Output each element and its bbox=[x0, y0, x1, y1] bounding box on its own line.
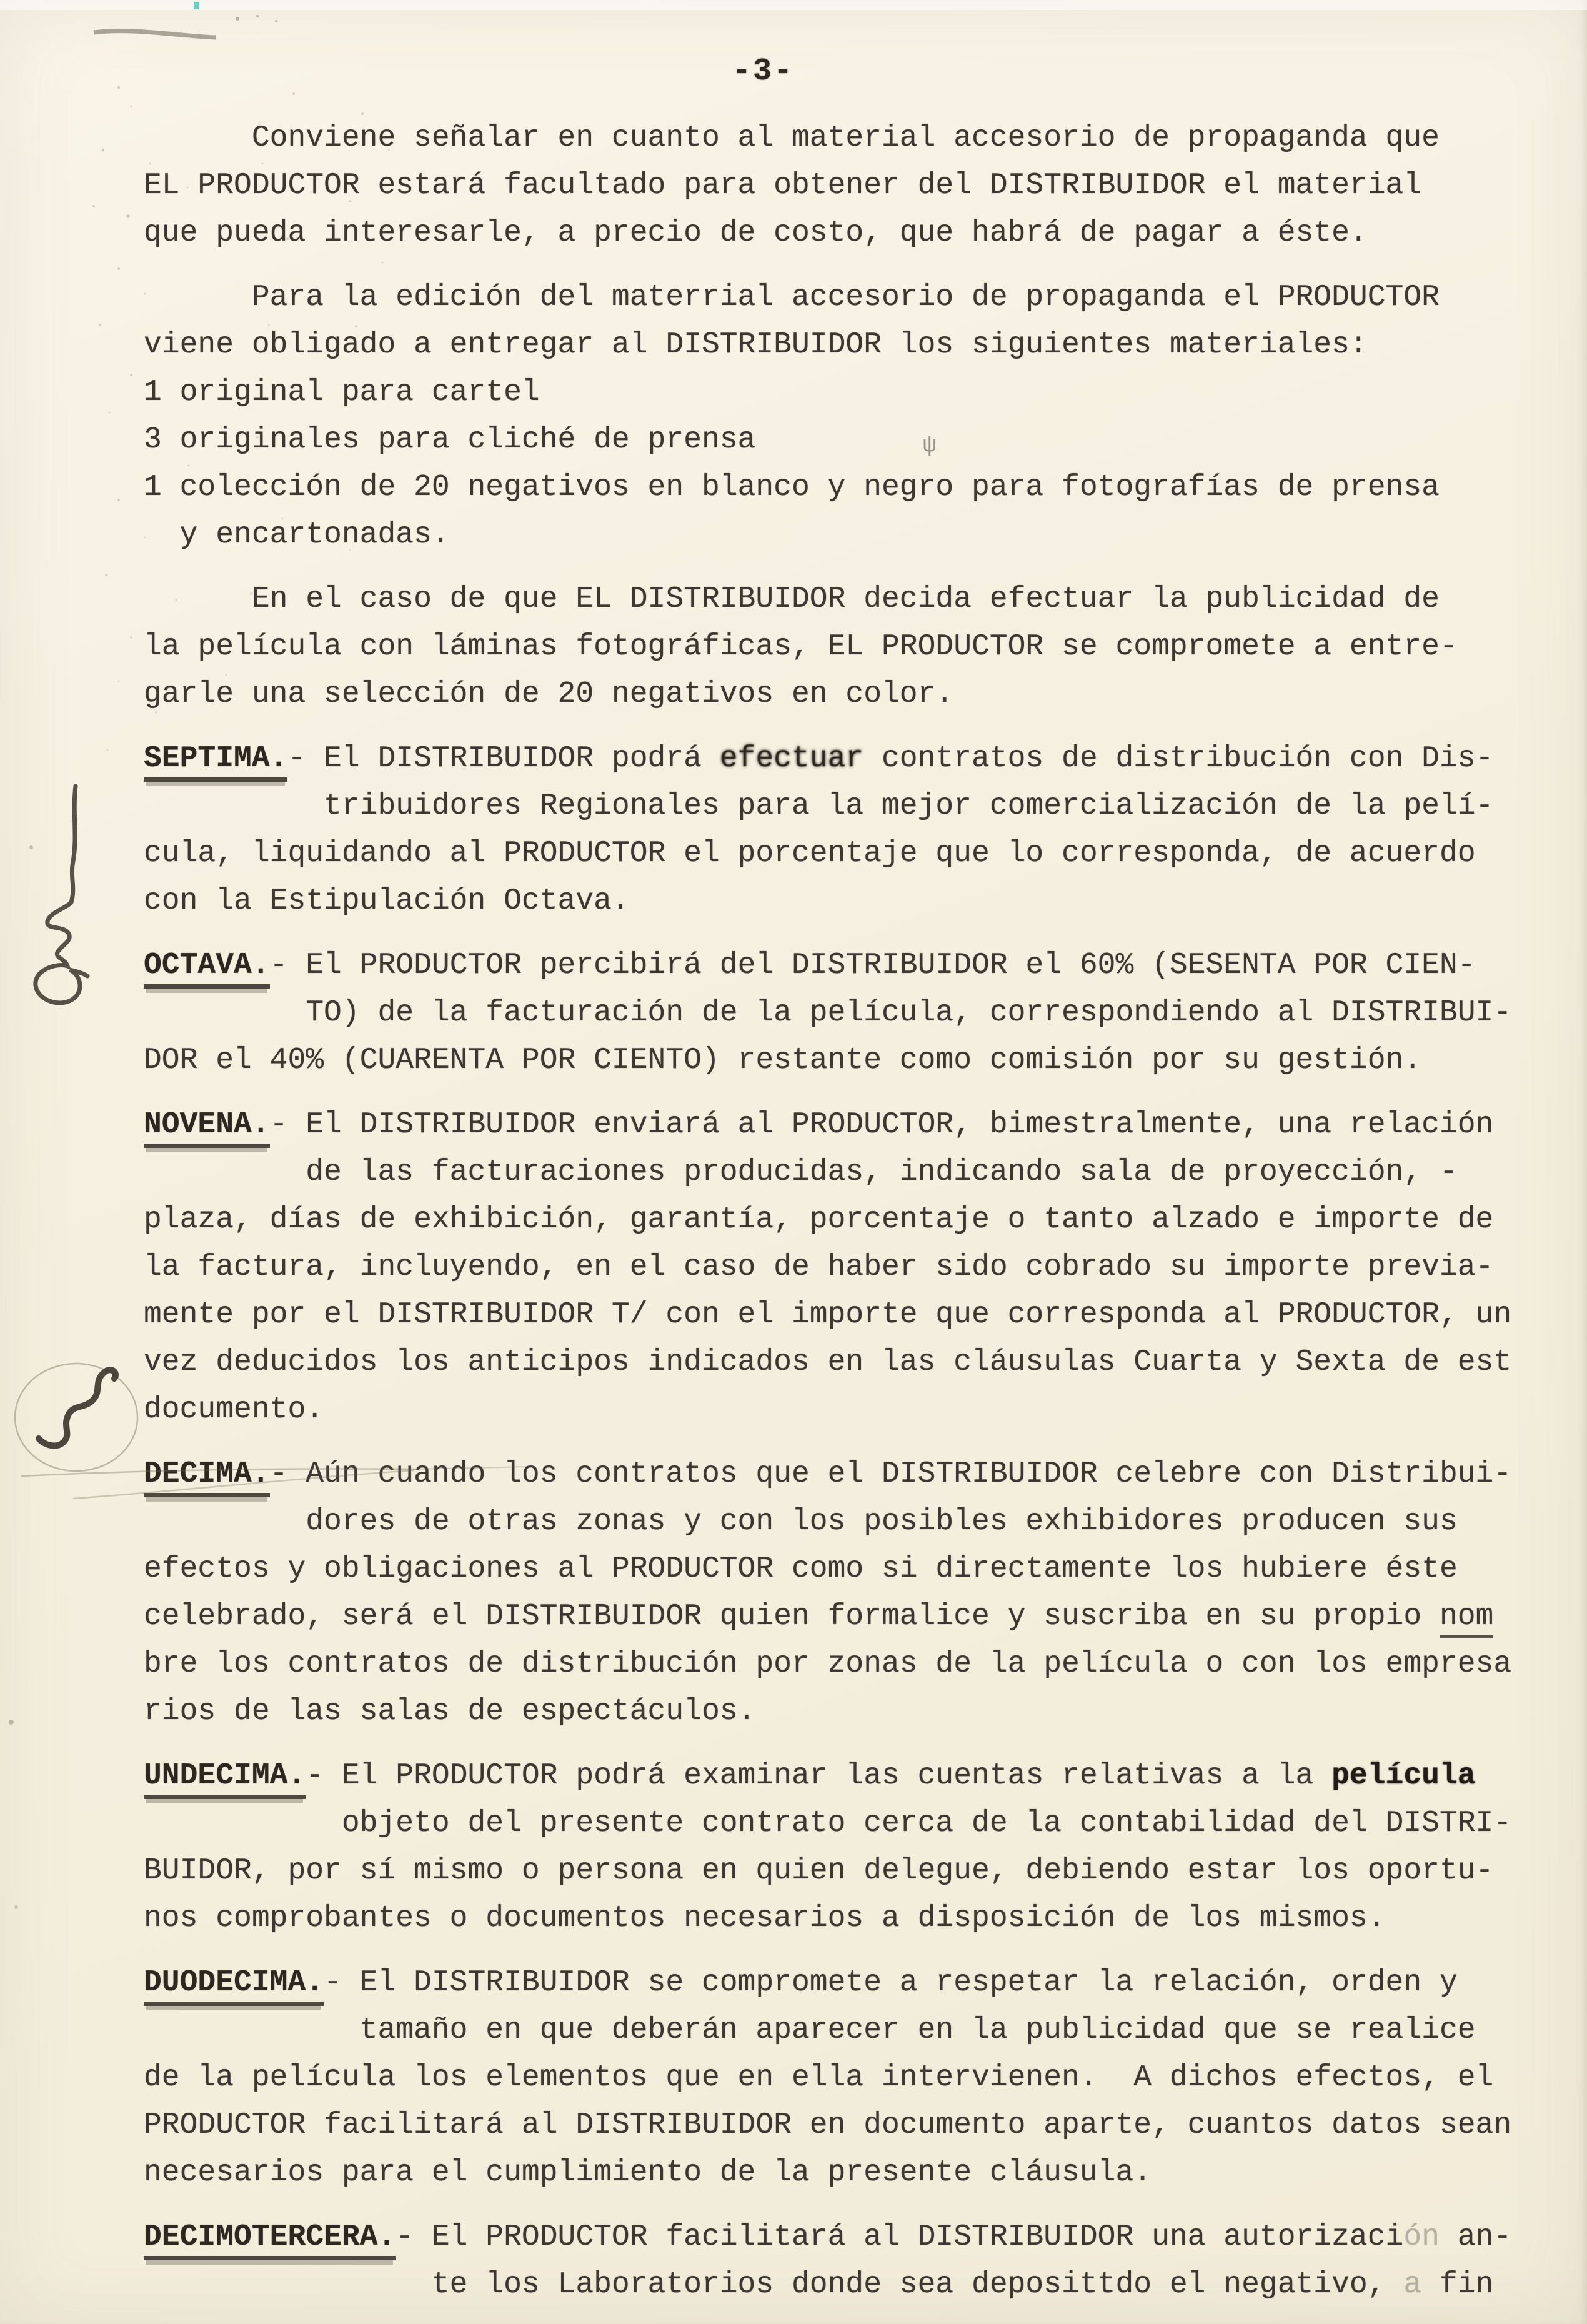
text-line bbox=[144, 1037, 1575, 1084]
text-line bbox=[144, 1386, 1575, 1434]
text-segment: dores de otras zonas y con los posibles exhibidores producen sus bbox=[144, 1505, 1458, 1539]
clause-label: SEPTIMA. bbox=[144, 742, 287, 782]
text-line bbox=[144, 735, 1575, 782]
text-segment: - El PRODUCTOR podrá examinar las cuentas relativas a la bbox=[306, 1759, 1332, 1793]
text-line bbox=[144, 321, 1575, 369]
text-segment: tamaño en que deberán aparecer en la publicidad que se realice bbox=[144, 2013, 1476, 2047]
text-line bbox=[144, 989, 1575, 1037]
text-segment: ón bbox=[1403, 2220, 1440, 2254]
clause-decimotercera bbox=[144, 2213, 1575, 2308]
clause-septima bbox=[144, 735, 1575, 925]
text-segment: y encartonadas. bbox=[144, 518, 450, 552]
text-segment: BUIDOR, por sí mismo o persona en quien delegue, debiendo estar los oportu- bbox=[144, 1854, 1494, 1888]
text-segment: - Aún cuando los contratos que el DISTRIBUIDOR celebre con Distribui- bbox=[269, 1457, 1512, 1491]
text-line bbox=[144, 2007, 1575, 2054]
text-segment: mente por el DISTRIBUIDOR T/ con el importe que corresponda al PRODUCTOR, un bbox=[144, 1298, 1512, 1332]
text-segment: Conviene señalar en cuanto al material accesorio de propaganda que bbox=[144, 121, 1440, 155]
text-line bbox=[144, 511, 1575, 559]
clause-label: DECIMOTERCERA. bbox=[144, 2220, 396, 2260]
text-line bbox=[144, 782, 1575, 830]
text-line bbox=[144, 942, 1575, 989]
text-line bbox=[144, 209, 1575, 257]
text-segment: nos comprobantes o documentos necesarios a disposición de los mismos. bbox=[144, 1902, 1386, 1935]
text-segment: plaza, días de exhibición, garantía, porcentaje o tanto alzado e importe de bbox=[144, 1203, 1494, 1237]
margin-signature-mark bbox=[36, 786, 87, 1003]
text-line bbox=[144, 274, 1575, 321]
paragraph-edition-materials bbox=[144, 274, 1575, 559]
clause-octava bbox=[144, 942, 1575, 1084]
text-segment: - El DISTRIBUIDOR enviará al PRODUCTOR, bimestralmente, una relación bbox=[269, 1108, 1494, 1142]
text-segment: objeto del presente contrato cerca de la contabilidad del DISTRI- bbox=[144, 1807, 1512, 1840]
text-segment: que pueda interesarle, a precio de costo, que habrá de pagar a éste. bbox=[144, 216, 1368, 250]
text-line bbox=[144, 1339, 1575, 1386]
text-line bbox=[144, 1593, 1575, 1640]
clause-undecima bbox=[144, 1752, 1575, 1942]
text-line bbox=[144, 1752, 1575, 1800]
text-line bbox=[144, 1450, 1575, 1498]
text-segment: TO) de la facturación de la película, correspondiendo al DISTRIBUI- bbox=[144, 996, 1512, 1030]
text-line bbox=[144, 1847, 1575, 1895]
text-line bbox=[144, 1498, 1575, 1545]
text-segment: Para la edición del materrial accesorio de propaganda el PRODUCTOR bbox=[144, 281, 1440, 314]
text-segment: 1 original para cartel bbox=[144, 376, 540, 409]
clause-label: OCTAVA. bbox=[144, 949, 270, 989]
clause-decima bbox=[144, 1450, 1575, 1735]
text-segment: DOR el 40% (CUARENTA POR CIENTO) restante como comisión por su gestión. bbox=[144, 1044, 1422, 1077]
text-line bbox=[144, 2102, 1575, 2149]
text-segment: 1 colección de 20 negativos en blanco y negro para fotografías de prensa bbox=[144, 471, 1440, 504]
text-segment: rios de las salas de espectáculos. bbox=[144, 1695, 756, 1728]
text-segment: tribuidores Regionales para la mejor comercialización de la pelí- bbox=[144, 789, 1494, 823]
text-segment: la factura, incluyendo, en el caso de haber sido cobrado su importe previa- bbox=[144, 1250, 1494, 1284]
text-segment: fin bbox=[1421, 2268, 1494, 2302]
text-segment: la película con láminas fotográficas, EL PRODUCTOR se compromete a entre- bbox=[144, 630, 1458, 664]
text-segment: En el caso de que EL DISTRIBUIDOR decida efectuar la publicidad de bbox=[144, 582, 1440, 616]
text-line bbox=[144, 623, 1575, 671]
text-line bbox=[144, 877, 1575, 925]
text-line bbox=[144, 2149, 1575, 2197]
document-body bbox=[144, 114, 1575, 2324]
text-line bbox=[144, 1688, 1575, 1735]
clause-novena bbox=[144, 1101, 1575, 1434]
text-segment: EL PRODUCTOR estará facultado para obtener del DISTRIBUIDOR el material bbox=[144, 169, 1422, 202]
text-segment: documento. bbox=[144, 1393, 324, 1427]
text-line bbox=[144, 830, 1575, 877]
text-line bbox=[144, 162, 1575, 209]
text-line bbox=[144, 369, 1575, 416]
text-line bbox=[144, 1800, 1575, 1847]
text-segment: an- bbox=[1439, 2220, 1512, 2254]
paragraph-color-negatives bbox=[144, 576, 1575, 718]
text-line bbox=[144, 2261, 1575, 2308]
text-line bbox=[144, 2213, 1575, 2261]
clause-label: DUODECIMA. bbox=[144, 1966, 324, 2006]
text-segment: contratos de distribución con Dis- bbox=[863, 742, 1494, 775]
text-segment: de la película los elementos que en ella intervienen. A dichos efectos, el bbox=[144, 2061, 1494, 2095]
text-line bbox=[144, 416, 1575, 464]
text-line bbox=[144, 1640, 1575, 1688]
text-segment: - El PRODUCTOR percibirá del DISTRIBUIDOR el 60% (SESENTA POR CIEN- bbox=[269, 949, 1476, 982]
text-segment: bre los contratos de distribución por zonas de la película o con los empresa bbox=[144, 1647, 1512, 1681]
text-segment: cula, liquidando al PRODUCTOR el porcentaje que lo corresponda, de acuerdo bbox=[144, 837, 1476, 870]
clause-duodecima bbox=[144, 1959, 1575, 2197]
text-line bbox=[144, 576, 1575, 623]
paragraph-propaganda-material bbox=[144, 114, 1575, 257]
text-segment: vez deducidos los anticipos indicados en las cláusulas Cuarta y Sexta de est bbox=[144, 1345, 1512, 1379]
text-line bbox=[144, 114, 1575, 162]
text-segment: - El PRODUCTOR facilitará al DISTRIBUIDOR una autorizaci bbox=[396, 2220, 1404, 2254]
text-segment: a bbox=[1403, 2268, 1422, 2302]
text-segment: 3 originales para cliché de prensa bbox=[144, 423, 756, 457]
text-segment: efectos y obligaciones al PRODUCTOR como si directamente los hubiere éste bbox=[144, 1552, 1458, 1586]
text-line bbox=[144, 671, 1575, 718]
stray-mark: ψ bbox=[923, 432, 937, 458]
text-line bbox=[144, 1959, 1575, 2007]
text-line bbox=[144, 2054, 1575, 2102]
text-line bbox=[144, 1895, 1575, 1942]
clause-label: DECIMA. bbox=[144, 1457, 270, 1497]
clause-label: UNDECIMA. bbox=[144, 1759, 306, 1799]
scan-edge-strip bbox=[0, 0, 1587, 10]
text-line bbox=[144, 1101, 1575, 1149]
text-segment: te los Laboratorios donde sea deposittdo el negativo, bbox=[144, 2268, 1404, 2302]
text-line bbox=[144, 1196, 1575, 1244]
text-line bbox=[144, 1291, 1575, 1339]
text-segment: necesarios para el cumplimiento de la presente cláusula. bbox=[144, 2156, 1152, 2190]
text-segment: de las facturaciones producidas, indicando sala de proyección, - bbox=[144, 1155, 1458, 1189]
text-line bbox=[144, 1149, 1575, 1196]
text-segment: con la Estipulación Octava. bbox=[144, 884, 630, 918]
text-segment: película bbox=[1331, 1759, 1476, 1793]
text-segment: viene obligado a entregar al DISTRIBUIDOR los siguientes materiales: bbox=[144, 328, 1368, 362]
text-line bbox=[144, 1244, 1575, 1291]
text-segment: PRODUCTOR facilitará al DISTRIBUIDOR en documento aparte, cuantos datos sean bbox=[144, 2108, 1512, 2142]
text-line bbox=[144, 464, 1575, 511]
text-segment: garle una selección de 20 negativos en color. bbox=[144, 677, 954, 711]
text-segment: celebrado, será el DISTRIBUIDOR quien formalice y suscriba en su propio bbox=[144, 1600, 1440, 1633]
page-number: -3- bbox=[732, 54, 795, 89]
text-segment: nom bbox=[1440, 1600, 1493, 1638]
clause-label: NOVENA. bbox=[144, 1108, 270, 1148]
text-segment: - El DISTRIBUIDOR podrá bbox=[287, 742, 720, 775]
text-segment: efectuar bbox=[719, 742, 864, 775]
text-line bbox=[144, 1545, 1575, 1593]
text-segment: - El DISTRIBUIDOR se compromete a respetar la relación, orden y bbox=[324, 1966, 1458, 2000]
